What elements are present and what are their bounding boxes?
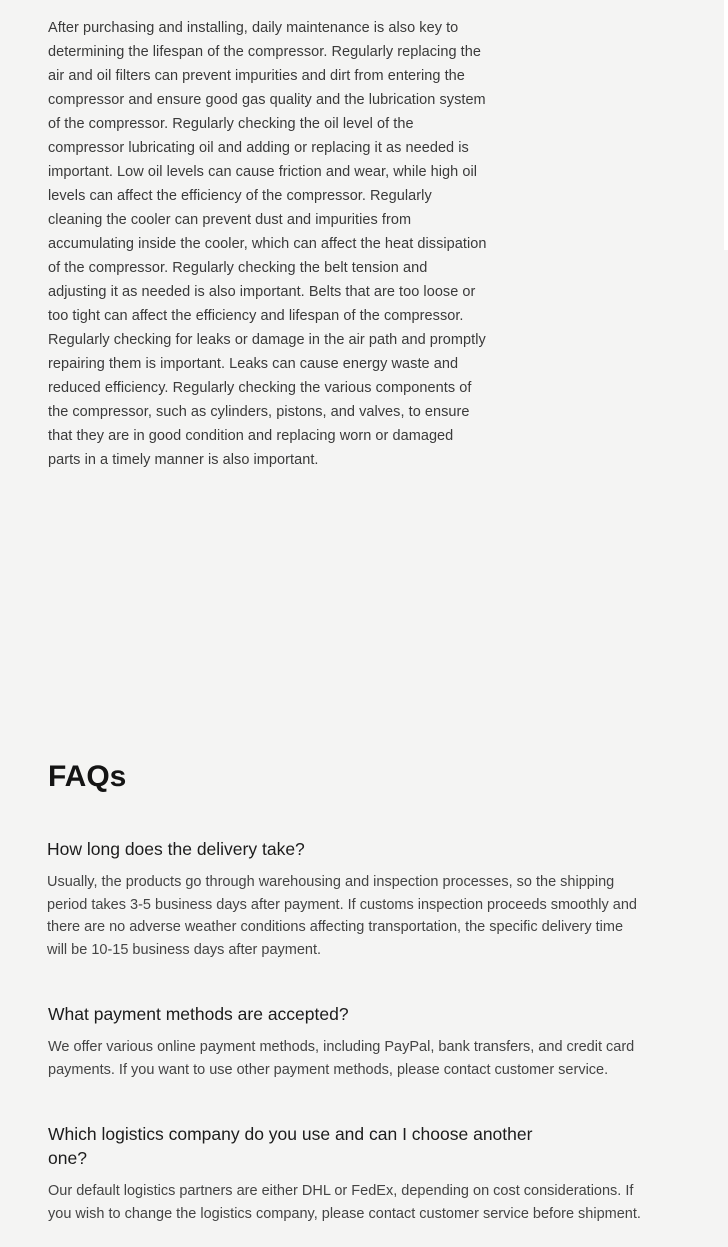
scrollbar-track[interactable] bbox=[724, 0, 728, 250]
faq-item-payment bbox=[48, 1002, 648, 1081]
faq-item-delivery bbox=[47, 837, 647, 961]
faq-answer: Our default logistics partners are either DHL or FedEx, depending on cost considerations. If you wish to change the logistics company, please contact customer service before shipment. bbox=[48, 1183, 641, 1222]
faq-question: What payment methods are accepted? bbox=[48, 1004, 349, 1024]
faq-question: Which logistics company do you use and can I choose another one? bbox=[48, 1124, 533, 1168]
faq-answer: We offer various online payment methods, including PayPal, bank transfers, and credit card payments. If you want to use other payment methods, please contact customer service. bbox=[48, 1039, 635, 1078]
faq-answer: Usually, the products go through warehousing and inspection processes, so the shipping period takes 3-5 business days after payment. If customs inspection proceeds smoothly and there are no adverse weather conditions affecting transportation, the specific delivery time will be 10-15 business days after payment. bbox=[47, 874, 637, 958]
maintenance-paragraph: After purchasing and installing, daily maintenance is also key to determining the lifespan of the compressor. Regularly replacing the air and oil filters can prevent impurities and dirt from entering the compressor and ensure good gas quality and the lubrication system of the compressor. Regularly checking the oil level of the compressor lubricating oil and adding or replacing it as needed is important. Low oil levels can cause friction and wear, while high oil levels can affect the efficiency of the compressor. Regularly cleaning the cooler can prevent dust and impurities from accumulating inside the cooler, which can affect the heat dissipation of the compressor. Regularly checking the belt tension and adjusting it as needed is also important. Belts that are too loose or too tight can affect the efficiency and lifespan of the compressor. Regularly checking for leaks or damage in the air path and promptly repairing them is important. Leaks can cause energy waste and reduced efficiency. Regularly checking the various components of the compressor, such as cylinders, pistons, and valves, to ensure that they are in good condition and replacing worn or damaged parts in a timely manner is also important. bbox=[48, 20, 487, 468]
faq-heading: FAQs bbox=[48, 760, 127, 793]
faq-item-logistics bbox=[48, 1122, 648, 1225]
faq-question: How long does the delivery take? bbox=[47, 839, 305, 859]
